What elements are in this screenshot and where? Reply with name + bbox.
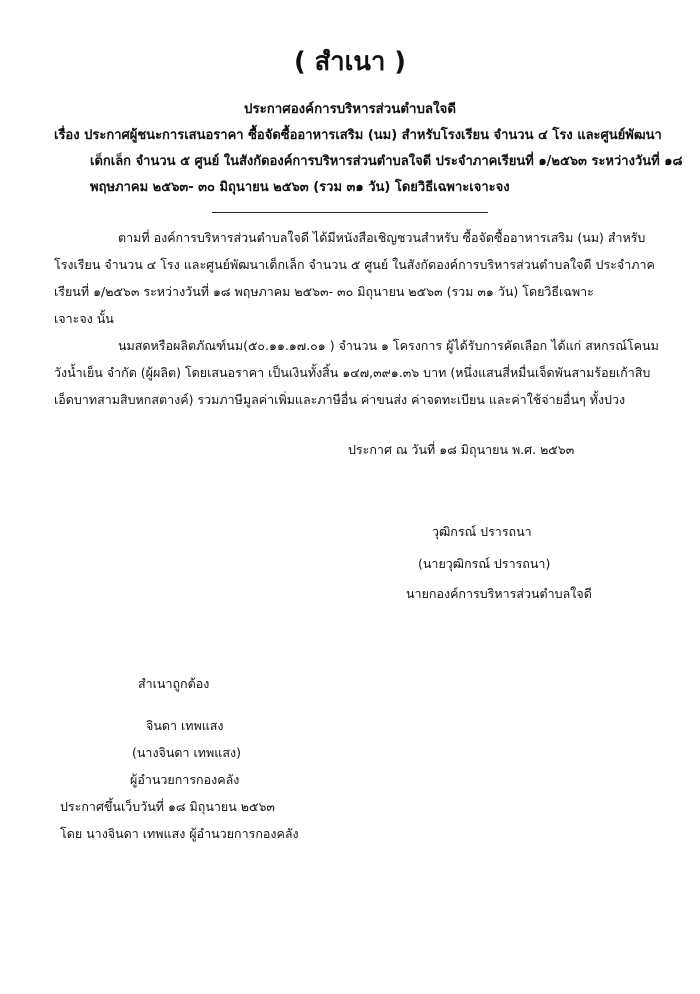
announcement-heading: ประกาศองค์การบริหารส่วนตำบลใจดี: [244, 102, 456, 117]
certified-label: สำเนาถูกต้อง: [138, 676, 210, 691]
subject-line-3: พฤษภาคม ๒๕๖๓- ๓๐ มิถุนายน ๒๕๖๓ (รวม ๓๑ วัน) โดยวิธีเฉพาะเจาะจง: [90, 180, 510, 195]
paragraph-2-line-3: เอ็ดบาทสามสิบหกสตางค์) รวมภาษีมูลค่าเพิ่มและภาษีอื่น ค่าขนส่ง ค่าจดทะเบียน และค่าใช้จ่ายอื่นๆ ทั้งปวง: [54, 392, 626, 407]
mayor-signature: วุฒิกรณ์ ปรารถนา: [432, 524, 532, 539]
paragraph-1-line-2: โรงเรียน จำนวน ๔ โรง และศูนย์พัฒนาเด็กเล็ก จำนวน ๕ ศูนย์ ในสังกัดองค์การบริหารส่วนตำบลใจดี ประจำภาค: [54, 257, 655, 272]
mayor-position: นายกองค์การบริหารส่วนตำบลใจดี: [406, 586, 592, 601]
paragraph-1-line-1: ตามที่ องค์การบริหารส่วนตำบลใจดี ได้มีหนังสือเชิญชวนสำหรับ ซื้อจัดซื้ออาหารเสริม (นม) สำหรับ: [118, 230, 646, 245]
web-post-date: ประกาศขึ้นเว็บวันที่ ๑๘ มิถุนายน ๒๕๖๓: [60, 799, 275, 814]
announce-date: ประกาศ ณ วันที่ ๑๘ มิถุนายน พ.ศ. ๒๕๖๓: [348, 442, 575, 457]
paragraph-2-line-2: วังน้ำเย็น จำกัด (ผู้ผลิต) โดยเสนอราคา เป็นเงินทั้งสิ้น ๑๔๗,๓๙๑.๓๖ บาท (หนึ่งแสนสี่หมื่นเจ็ดพันสามร้อยเก้าสิบ: [54, 365, 651, 380]
paragraph-2-line-1: นมสดหรือผลิตภัณฑ์นม(๕๐.๑๑.๑๗.๐๑ ) จำนวน ๑ โครงการ ผู้ได้รับการคัดเลือก ได้แก่ สหกรณ์โคนม: [118, 338, 659, 353]
divider-line: [212, 212, 488, 213]
subject-line-1: เรื่อง ประกาศผู้ชนะการเสนอราคา ซื้อจัดซื้ออาหารเสริม (นม) สำหรับโรงเรียน จำนวน ๔ โรง และศูนย์พัฒนา: [54, 128, 662, 143]
posted-by: โดย นางจินดา เทพแสง ผู้อำนวยการกองคลัง: [60, 826, 299, 841]
copy-label: ( สำเนา ): [294, 47, 406, 77]
paragraph-1-line-4: เจาะจง นั้น: [54, 311, 114, 326]
certifier-printed-name: (นางจินดา เทพแสง): [132, 745, 241, 760]
certifier-signature: จินดา เทพแสง: [146, 718, 224, 733]
paragraph-1-line-3: เรียนที่ ๑/๒๕๖๓ ระหว่างวันที่ ๑๘ พฤษภาคม ๒๕๖๓- ๓๐ มิถุนายน ๒๕๖๓ (รวม ๓๑ วัน) โดยวิธีเฉพาะ: [54, 284, 594, 299]
subject-line-2: เด็กเล็ก จำนวน ๕ ศูนย์ ในสังกัดองค์การบริหารส่วนตำบลใจดี ประจำภาคเรียนที่ ๑/๒๕๖๓ ระหว่างวันที่ ๑๘: [90, 154, 683, 169]
mayor-printed-name: (นายวุฒิกรณ์ ปรารถนา): [418, 556, 551, 571]
certifier-position: ผู้อำนวยการกองคลัง: [130, 772, 240, 787]
